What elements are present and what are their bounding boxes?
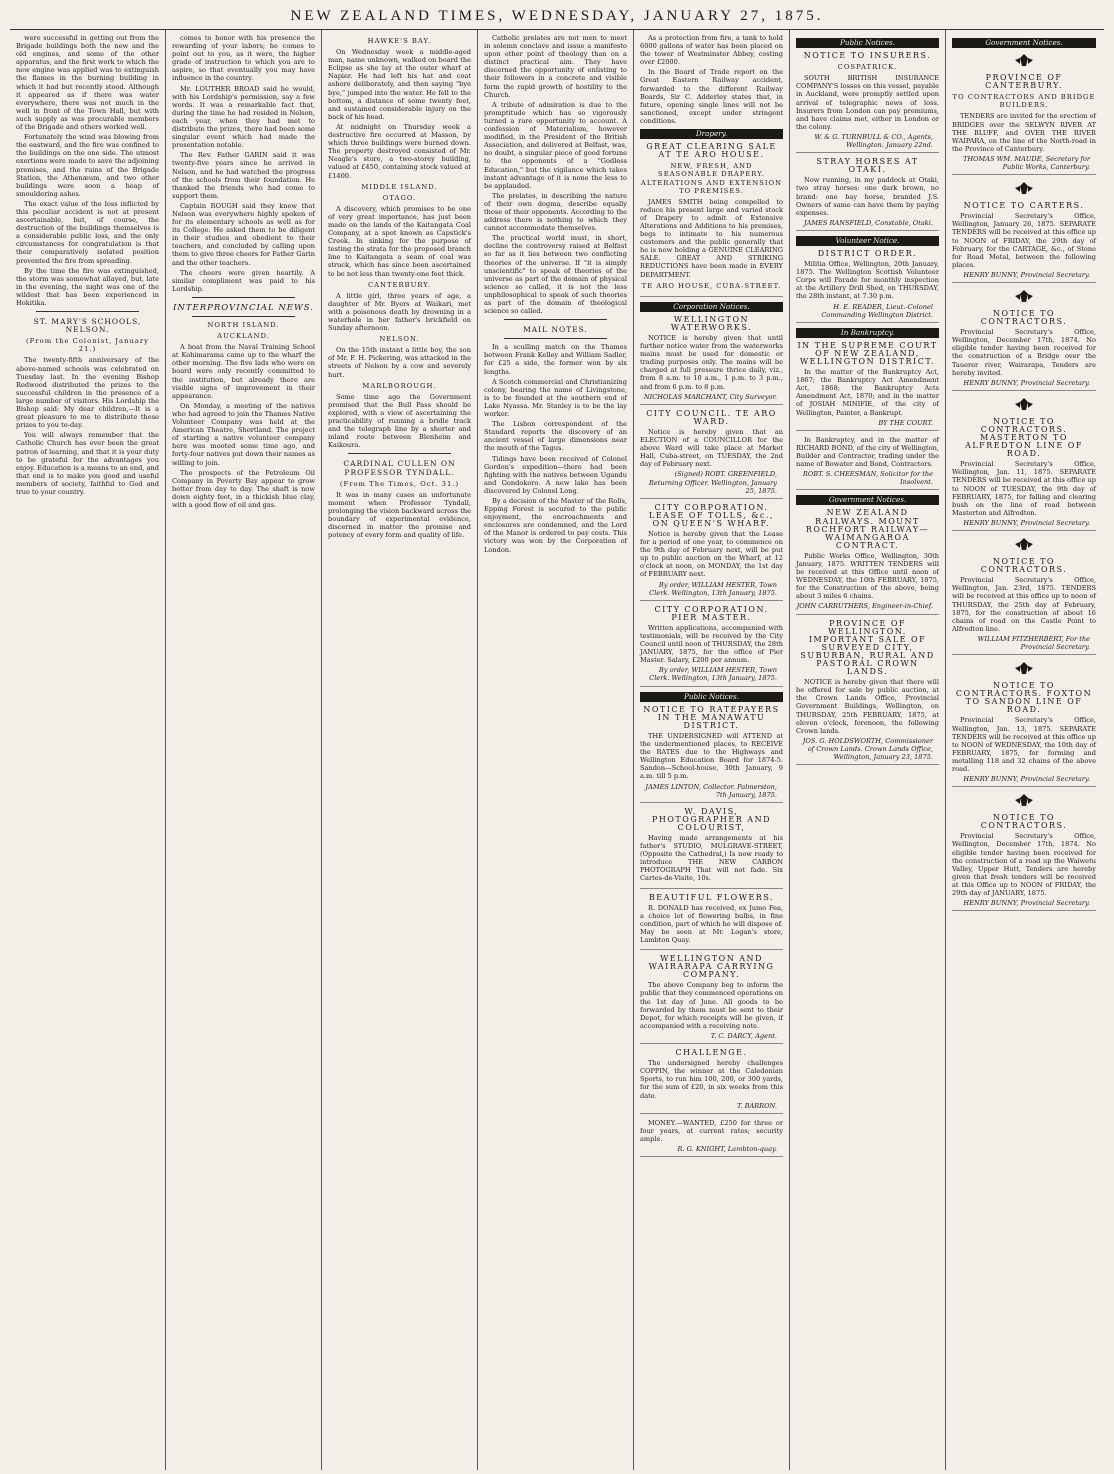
article-paragraph: As a protection from fire, a tank to hold 6000 gallons of water has been placed on the tower of Westminster Abbey, costing over £2000. [640, 34, 783, 67]
ad-body: Written applications, accompanied with testimonials, will be received by the City Council until noon of THURSDAY, the 28th JANUARY, 1875, for the office of Pier Master. Salary, £200 per annum. [640, 623, 783, 665]
article-paragraph: The prelates, in describing the nature of their own dogma, describe equally those of their opponents. According to the address there is nothing to which they cannot accommodate themselves. [484, 191, 627, 233]
article-paragraph: It was in many cases an unfortunate moment when Professor Tyndall, prolonging the vision backward across the boundary of experimental evidence, discerned in matter the promise and potency of every form and quality of life. [328, 490, 471, 540]
ad-signature: H. E. READER, Lieut.-Colonel Commanding Wellington District. [821, 302, 933, 319]
ad-signature: JAMES RANSFIELD, Constable, Otaki. [803, 218, 933, 227]
article-paragraph: You will always remember that the Catholic Church has ever been the great patron of learning, and that it is your duty to be grateful for the advantages you enjoy. Education is a means to an end, and that end is to make you good and useful members of society, faithful to God and true to your country. [16, 431, 159, 496]
ad-body: Provincial Secretary's Office, Wellington, December 17th, 1874. No eligible tender having been received for the construction of a Bridge over the Tauerer river, Wairarapa, Tenders are hereby invited. [952, 328, 1096, 377]
article-heading: ST. MARY'S SCHOOLS, NELSON. [33, 317, 142, 335]
ad-heading: NOTICE TO RATEPAYERS IN THE MANAWATU DISTRICT. [643, 704, 780, 730]
article-paragraph: A Scotch commercial and Christianizing colony, bearing the name of Livingstone, is to be founded at the southern end of Lake Nyassa. Mr. Stanley is to be the lay worker. [484, 377, 627, 419]
ad-heading: NEW ZEALAND RAILWAYS. MOUNT ROCHFORT RAILWAY—WAIMANGAROA CONTRACT. [805, 508, 930, 550]
section-subhead: OTAGO. [382, 193, 417, 202]
ad-body: MONEY.—WANTED, £250 for three or four years, at current rates; security ample. [640, 1118, 783, 1143]
divider [36, 311, 139, 312]
divider [348, 453, 451, 454]
advertisement [640, 606, 783, 687]
ad-signature: T. BARRON. [736, 1101, 777, 1110]
royal-crest-icon [1012, 288, 1036, 306]
section-bar: Public Notices. [796, 38, 939, 48]
article-paragraph: A tribute of admiration is due to the promptitude which has so vigorously turned a rare opportunity to account. A confession of Materialism, however modified, in the President of the British Association, and delivered at Belfast, was, no doubt, a singular piece of good fortune to the opponents of a "Godless Education," but the vigilance which takes instant advantage of it is none the less to be applauded. [484, 100, 627, 190]
ad-signature: By order, WILLIAM HESTER, Town Clerk. Wellington, 13th January, 1875. [649, 580, 777, 597]
advertisement [640, 143, 783, 297]
royal-crest-icon [1012, 792, 1036, 810]
article-paragraph: comes to honor with his presence the rewarding of your labors; he comes to point out to you, as it were, the higher grade of instruction to which you are to aspire, so that eventually you may have influence in the country. [172, 34, 315, 83]
column-5 [634, 30, 790, 1470]
section-bar: Public Notices. [640, 692, 783, 702]
column-4 [478, 30, 634, 1470]
ad-signature: BY THE COURT. [878, 418, 933, 427]
royal-crest-icon [1012, 52, 1036, 70]
ad-heading: NOTICE TO CONTRACTORS. MASTERTON TO ALFREDTON LINE OF ROAD. [965, 416, 1083, 459]
section-subhead: MARLBOROUGH. [362, 381, 437, 390]
ad-heading: NOTICE TO INSURERS. [803, 51, 932, 61]
ad-body: NOTICE is hereby given that until further notice water from the waterworks mains must be used for domestic or trading purposes only. The mains will be charged at full pressure thrice daily, viz., from 8 a.m. to 10 a.m., 1 p.m. to 3 p.m., and from 6 p.m. to 8 p.m. [640, 334, 783, 391]
royal-crest-icon [1012, 660, 1036, 678]
ad-body: Provincial Secretary's Office, Wellington, Jan. 11, 1875. SEPARATE TENDERS will be received at this office up to NOON of TUESDAY, the 9th day of FEBRUARY, 1875, for falling and clearing bush on the line of road between Masterton and Alfredton. [952, 460, 1096, 517]
article-paragraph: Captain ROUGH said they knew that Nelson was everywhere highly spoken of for its elementary schools as well as for its College. He asked them to be diligent in their studies and obedient to their teachers, and concluded by calling upon them to give three cheers for Father Garin and the other teachers. [172, 201, 315, 267]
ad-signature: W. & G. TURNBULL & CO., Agents, Wellington. January 22nd. [814, 132, 933, 150]
divider [192, 316, 295, 317]
advertisement [640, 504, 783, 601]
article-paragraph: Mr. LOUTHER BROAD said he would, with his Lordship's permission, say a few words. It was a remarkable fact that, during the time he had resided in Nelson, each year, when they had met to distribute the prizes, there had been some singular event which had made the presentation notable. [172, 84, 315, 150]
divider [504, 319, 607, 320]
ad-heading: CITY COUNCIL. TE ARO WARD. [646, 408, 777, 426]
ad-body: Having made arrangements at his father's STUDIO, MULGRAVE-STREET, (Opposite the Cathedral,) Is now ready to introduce THE NEW CARBON PHOTOGRAPH That will not fade. Six Cartes-de-Visite, 10s. [640, 833, 783, 883]
advertisement [796, 250, 939, 323]
ad-subhead: TO CONTRACTORS AND BRIDGE BUILDERS. [952, 93, 1096, 110]
article-paragraph: The exact value of the loss inflicted by this peculiar accident is not at present ascertainable, but, of course, the destruction of the buildings themselves is a considerable public loss, and the only circumstances for congratulation is that their comparatively isolated position prevented the fire from spreading. [16, 199, 159, 265]
article-paragraph: The prospects of the Petroleum Oil Company in Poverty Bay appear to grow better from day to day. The shaft is now down eighty feet, in a thickish blue clay, with a good flow of oil and gas. [172, 468, 315, 509]
article-paragraph: A boat from the Naval Training School at Kohimarama came up to the wharf the other morning. The five lads who were on board were only recently committed to the institution, but already there are visible signs of improvement in their appearance. [172, 343, 315, 400]
ad-body: Provincial Secretary's Office, Wellington, Jan. 13, 1875. SEPARATE TENDERS will be received at this office up to NOON of WEDNESDAY, the 10th day of FEBRUARY, 1875, for forming and metalling 118 and 32 chains of the above road. [952, 716, 1096, 773]
ad-signature: WILLIAM FITZHERBERT, For the Provincial Secretary. [977, 634, 1090, 651]
ad-body: Provincial Secretary's Office, Wellington, January 26, 1875. SEPARATE TENDERS will be received at this office up to NOON of FRIDAY, the 29th day of February, for the CARTAGE, &c., of Stone for Road Metal, between the following places. [952, 212, 1096, 269]
advertisement [640, 316, 783, 405]
advertisement [952, 536, 1096, 655]
ad-heading: CITY CORPORATION. LEASE OF TOLLS, &c., ON QUEEN'S WHARF. [649, 502, 774, 528]
ad-heading: W. DAVIS, PHOTOGRAPHER AND COLOURIST, [652, 806, 771, 832]
ad-signature: HENRY BUNNY, Provincial Secretary. [963, 775, 1090, 784]
article-subhead: (From The Times, Oct. 31.) [339, 479, 460, 488]
advertisement [952, 396, 1096, 531]
section-subhead: HAWKE'S BAY. [367, 37, 432, 45]
advertisement [640, 1049, 783, 1114]
ad-heading: CHALLENGE. [675, 1048, 748, 1058]
section-subhead: CANTERBURY. [367, 280, 432, 289]
ad-signature: ROBT. S. CHEESMAN, Solicitor for the Insolvent. [802, 470, 933, 487]
column-1 [10, 30, 166, 1470]
article-paragraph: On the 15th instant a little boy, the son of Mr. F. H. Pickering, was attacked in the streets of Nelson by a cow and severely hurt. [328, 346, 471, 379]
advertisement [796, 342, 939, 431]
ad-body: The above Company beg to inform the public that they commenced operations on the 1st day of June. All goods to be forwarded by them must be sent to their Depot, for which receipts will be given, if accompanied with a receiving note. [640, 981, 783, 1030]
ad-signature: T. C. DARCY, Agent. [710, 1031, 777, 1040]
advertisement [796, 620, 939, 766]
advertisement [952, 180, 1096, 283]
ad-body: In Bankruptcy, and in the matter of RICHARD BOND, of the city of Wellington, Builder and Contractor, trading under the name of Bowater and Bond, Contractors. [796, 435, 939, 469]
ad-body: THE UNDERSIGNED will ATTEND at the undermentioned places, to RECEIVE the RATES due to the Highways and Wellington Education Board for 1874-5. Sandon—School-house, 30th January, 9 a.m. till 5 p.m. [640, 731, 783, 781]
ad-heading: DISTRICT ORDER. [817, 248, 918, 258]
ad-heading: STRAY HORSES AT OTAKI. [816, 157, 919, 175]
ad-signature: TE ARO HOUSE, CUBA-STREET. [641, 281, 782, 290]
advertisement [796, 436, 939, 491]
advertisement [952, 288, 1096, 391]
article-paragraph: In the Board of Trade report on the Great Eastern Railway accident, forwarded to the different Railway Boards, Sir C. Adderley states that, in future, opening single lines will not be sanctioned, except under stringent conditions. [640, 68, 783, 125]
section-bar: In Bankruptcy. [796, 328, 939, 338]
ad-heading: NOTICE TO CONTRACTORS. FOXTON TO SANDON LINE OF ROAD. [955, 681, 1093, 715]
section-subhead: AUCKLAND. [217, 332, 270, 341]
ad-signature: JOS. G. HOLDSWORTH, Commissioner of Crown Lands. Crown Lands Office, Wellington, January 23, 1875. [802, 736, 933, 762]
section-heading: INTERPROVINCIAL NEWS. [173, 302, 314, 313]
royal-crest-icon [1012, 536, 1036, 554]
ad-body: JAMES SMITH being compelled to reduce his present large and varied stock of Drapery to admit of Extensive Alterations and Additions to his premises, begs to intimate to his numerous customers and the public generally that he is now holding a GENUINE CLEARING SALE. GREAT AND STRIKING REDUCTIONS have been made in EVERY DEPARTMENT. [640, 197, 783, 279]
article-paragraph: By the time the fire was extinguished, the storm was somewhat allayed, but, late in the evening, the night was one of the wildest that has been experienced in Hokitika. [16, 266, 159, 307]
article-paragraph: The Lisbon correspondent of the Standard reports the discovery of an ancient vessel of large dimensions near the mouth of the Tagus. [484, 420, 627, 453]
advertisement [640, 808, 783, 889]
ad-heading: NOTICE TO CONTRACTORS. [980, 813, 1068, 831]
article-heading: CARDINAL CULLEN ON PROFESSOR TYNDALL. [343, 459, 456, 477]
advertisement [796, 158, 939, 231]
article-paragraph: The Rev. Father GARIN said it was twenty-five years since he arrived in Nelson, and he had watched the progress of the schools from their foundation. He thanked the friends who had come to support them. [172, 151, 315, 200]
article-paragraph: On Monday, a meeting of the natives who had agreed to join the Thames Native Volunteer Company was held at the American Theatre, Shortland. The project of starting a native volunteer company here was mooted some time ago, and forty-four natives put down their names as willing to join. [172, 401, 315, 467]
section-subhead: MIDDLE ISLAND. [361, 182, 438, 191]
section-subhead: NELSON. [379, 335, 420, 344]
ad-signature: JAMES LINTON, Collector. Palmerston, 7th January, 1875. [645, 782, 777, 799]
ad-signature: NICHOLAS MARCHANT, City Surveyor. [643, 392, 777, 401]
ad-signature: HENRY BUNNY, Provincial Secretary. [963, 518, 1090, 527]
advertisement [796, 509, 939, 614]
article-subhead: (From the Colonist, January 21.) [26, 337, 149, 354]
ad-heading: BEAUTIFUL FLOWERS. [648, 892, 775, 902]
section-bar: Government Notices. [796, 495, 939, 505]
article-paragraph: Fortunately the wind was blowing from the eastward, and the fire was confined to the buildings on the one side. The utmost exertions were made to save the adjoining premises, and the ruins of the Brigade Station, the Athenæum, and two other buildings were soon a heap of smouldering ashes. [16, 133, 159, 198]
ad-body: Public Works Office, Wellington, 30th January, 1875. WRITTEN TENDERS will be received at this Office until noon of WEDNESDAY, the 10th FEBRUARY, 1875, for the Construction of the above, being about 3 miles 6 chains. [796, 551, 939, 601]
ad-body: In the matter of the Bankruptcy Act, 1867; the Bankruptcy Act Amendment Act, 1868; the Bankruptcy Acts Amendment Act, 1870; and in the matter of JOSIAH MINIFIE, of the city of Wellington, Painter, a Bankrupt. [796, 368, 939, 417]
advertisement [952, 792, 1096, 911]
article-paragraph: A little girl, three years of age, a daughter of Mr. Byers at Waikari, met with a poisonous death by drowning in a waterhole in her father's brickfield on Sunday afternoon. [328, 291, 471, 333]
column-3 [322, 30, 478, 1470]
divider [192, 297, 295, 298]
ad-signature: HENRY BUNNY, Provincial Secretary. [963, 378, 1090, 387]
ad-body: R. DONALD has received, ex Jumo Fea, a choice lot of flowering bulbs, in fine condition, part of which he will dispose of. May be seen at Mr. Logan's store, Lambton Quay. [640, 903, 783, 944]
ad-heading: WELLINGTON AND WAIRARAPA CARRYING COMPANY. [648, 954, 775, 980]
article-paragraph: On Wednesday week a middle-aged man, name unknown, walked on board the Eclipse as she lay at the outer wharf at Napier. He had left his hat and coat ashore deliberately, and then saying "bye bye," jumped into the water. He fell to the bottom, a distance of some twenty feet, and sustained considerable injury on the back of his head. [328, 48, 471, 121]
columns [10, 30, 1104, 1470]
ad-signature: R. G. KNIGHT, Lambton-quay. [677, 1144, 777, 1153]
ad-signature: JOHN CARRUTHERS, Engineer-in-Chief. [796, 602, 933, 611]
ad-subhead: NEW, FRESH, AND SEASONABLE DRAPERY. ALTERATIONS AND EXTENSION TO PREMISES. [640, 162, 783, 195]
ad-body: NOTICE is hereby given that there will be offered for sale by public auction, at the Crown Lands Office, Provincial Government Buildings, Wellington, on THURSDAY, 25th FEBRUARY, 1875, at eleven o'clock, forenoon, the following Crown lands. [796, 678, 939, 735]
ad-heading: NOTICE TO CARTERS. [963, 201, 1085, 211]
advertisement [640, 706, 783, 803]
column-6 [790, 30, 946, 1470]
royal-crest-icon [1012, 396, 1036, 414]
section-bar: Corporation Notices. [640, 302, 783, 312]
article-paragraph: By a decision of the Master of the Rolls, Epping Forest is secured to the public enjoyment, the encroachments and enclosures are condemned, and the Lord of the Manor is ordered to pay costs. This victory was won by the Corporation of London. [484, 496, 627, 554]
ad-body: Militia Office, Wellington, 20th January, 1875. The Wellington Scottish Volunteer Corps will Parade for monthly inspection at the Artillery Drill Shed, on THURSDAY, the 28th instant, at 7.30 p.m. [796, 260, 939, 301]
ad-heading: GREAT CLEARING SALE AT TE ARO HOUSE. [646, 142, 777, 160]
article-paragraph: At midnight on Thursday week a destructive fire occurred at Masson, by which three buildings were burned down. The property destroyed consisted of Mr. Neagle's store, a two-storey building, valued at £450, containing stock valued at £1400. [328, 122, 471, 180]
ad-heading: NOTICE TO CONTRACTORS. [980, 308, 1068, 327]
article-heading: MAIL NOTES. [523, 325, 588, 335]
article-paragraph: Catholic prelates are not men to meet in solemn conclave and issue a manifesto upon other point of theology than on a distinct practical aim. They have discerned the opportunity of enlisting to their followers in a concrete and visible form the rapid growth of hostility to the Church. [484, 34, 627, 99]
section-bar: Volunteer Notice. [796, 236, 939, 246]
section-bar: Government Notices. [952, 38, 1096, 48]
ad-subhead: COSPATRICK. [837, 63, 898, 72]
ad-heading: IN THE SUPREME COURT OF NEW ZEALAND, WELLINGTON DISTRICT. [797, 340, 938, 366]
ad-body: The undersigned hereby challenges COPPIN, the winner at the Caledonian Sports, to run him 100, 200, or 300 yards, for the sum of £20, in six weeks from this date. [640, 1059, 783, 1100]
divider [504, 338, 607, 339]
article-paragraph: The cheers were given heartily. A similar compliment was paid to his Lordship. [172, 268, 315, 293]
article-paragraph: were successful in getting out from the Brigade buildings both the new and the old engines, and some of the other apparatus, and the first work to which the new engine was applied was to extinguish the flames in the burning building in which it had but recently stood. Although it appeared as if there was water everywhere, there was not much in the well in front of the Town Hall, but with such supply as was procurable members of the Brigade and others worked well. [16, 34, 159, 132]
column-2 [166, 30, 322, 1470]
section-bar: Drapery. [640, 129, 783, 139]
masthead: NEW ZEALAND TIMES, WEDNESDAY, JANUARY 27, 1875. [10, 6, 1104, 30]
ad-body: Provincial Secretary's Office, Wellington, Jan. 23rd, 1875. TENDERS will be received at this office up to noon of THURSDAY, the 25th day of February, 1875, for the construction of about 16 chains of road on the Castle Point to Alfredton line. [952, 576, 1096, 633]
ad-signature: HENRY BUNNY, Provincial Secretary. [963, 270, 1090, 279]
advertisement [640, 410, 783, 499]
section-subhead: NORTH ISLAND. [207, 321, 280, 329]
advertisement [640, 1119, 783, 1157]
ad-heading: CITY CORPORATION. PIER MASTER. [654, 604, 769, 622]
advertisement [640, 955, 783, 1044]
ad-heading: NOTICE TO CONTRACTORS. [980, 557, 1068, 575]
ad-signature: By order, WILLIAM HESTER, Town Clerk. Wellington, 13th January, 1875. [649, 666, 777, 683]
ad-body: Notice is hereby given that the Lease for a period of one year, to commence on the 9th day of February next, will be put up to public auction on the Wharf, at 12 o'clock at noon, on MONDAY, the 1st day of FEBRUARY next. [640, 529, 783, 579]
article-paragraph: The twenty-fifth anniversary of the above-named schools was celebrated on Tuesday last. In the evening Bishop Redwood distributed the prizes to the successful children in the presence of a large number of visitors. His Lordship the Bishop said: My dear children,—It is a great pleasure to me to distribute these prizes to you to-day. [16, 356, 159, 430]
advertisement [952, 660, 1096, 787]
royal-crest-icon [1012, 180, 1036, 198]
ad-body: Notice is hereby given that an ELECTION of a COUNCILLOR for the above Ward will take place at Market Hall, Cuba-street, on TUESDAY, the 2nd day of February next. [640, 427, 783, 469]
advertisement [640, 894, 783, 951]
article-paragraph: Some time ago the Government promised that the Bull Pass should be explored, with a view of ascertaining the practicability of running a bridle track and the telegraph line by a shorter and inland route between Blenheim and Kaikoura. [328, 392, 471, 450]
advertisement [952, 52, 1096, 175]
article-paragraph: The practical world must, in short, decline the controversy raised at Belfast so far as it lies between two conflicting theories of the universe. If "it is simply unscientific" to speak of theories of the universe as part of the domain of physical science so called, it is not the less unphilosophical to speak of such theories as part of the domain of theological science so called. [484, 234, 627, 316]
advertisement [796, 52, 939, 153]
ad-body: Provincial Secretary's Office, Wellington, December 17th, 1874. No eligible tender having been received for the construction of a road up the Waiwetu Valley, Upper Hutt, Tenders are hereby given that fresh tenders will be received at this Office up to NOON of FRIDAY, the 29th day of JANUARY, 1875. [952, 832, 1096, 898]
article-paragraph: A discovery, which promises to be one of very great importance, has just been made on the lands of the Kaitangata Coal Company, at a spot known as Capstick's Creek. In sinking for the purpose of testing the strata for the proposed branch line to Kaitangata a seam of coal was struck, which has since been ascertained to be not less than twenty-one feet thick. [328, 204, 471, 278]
column-7 [946, 30, 1102, 1470]
ad-heading: WELLINGTON WATERWORKS. [670, 314, 753, 332]
article-paragraph: Tidings have been received of Colonel Gordon's expedition—there had been fighting with the natives between Ugandu and Gondokoro. A new lake has been discovered by Colonel Long. [484, 454, 627, 495]
ad-body: Now running, in my paddock at Otaki, two stray horses: one dark brown, no brand: one bay horse, branded J.S. Owners of same can have them by paying expenses. [796, 176, 939, 217]
ad-signature: HENRY BUNNY, Provincial Secretary. [963, 899, 1090, 908]
ad-signature: THOMAS WM. MAUDE, Secretary for Public Works, Canterbury. [962, 154, 1090, 172]
ad-heading: PROVINCE OF WELLINGTON. IMPORTANT SALE OF SURVEYED CITY, SUBURBAN, RURAL AND PASTORAL CROWN LANDS. [800, 618, 935, 677]
ad-body: TENDERS are invited for the erection of BRIDGES over the SELWYN RIVER AT THE BLUFF, and OVER THE RIVER WAIPARA, on the line of the North-road in the Province of Canterbury. [952, 112, 1096, 153]
ad-signature: (Signed) ROBT. GREENFIELD, Returning Officer. Wellington, January 25, 1875. [648, 470, 777, 495]
ad-heading: PROVINCE OF CANTERBURY. [985, 73, 1063, 91]
ad-body: SOUTH BRITISH INSURANCE COMPANY'S losses on this vessel, payable in Auckland, were promptly settled upon arrival of telegraphic news of loss. Insurers from London can pay premiums, and have claims met, either in London or the colony. [796, 74, 939, 131]
article-paragraph: In a sculling match on the Thames between Frank Kelley and William Sadler, for £25 a side, the former won by six lengths. [484, 343, 627, 376]
